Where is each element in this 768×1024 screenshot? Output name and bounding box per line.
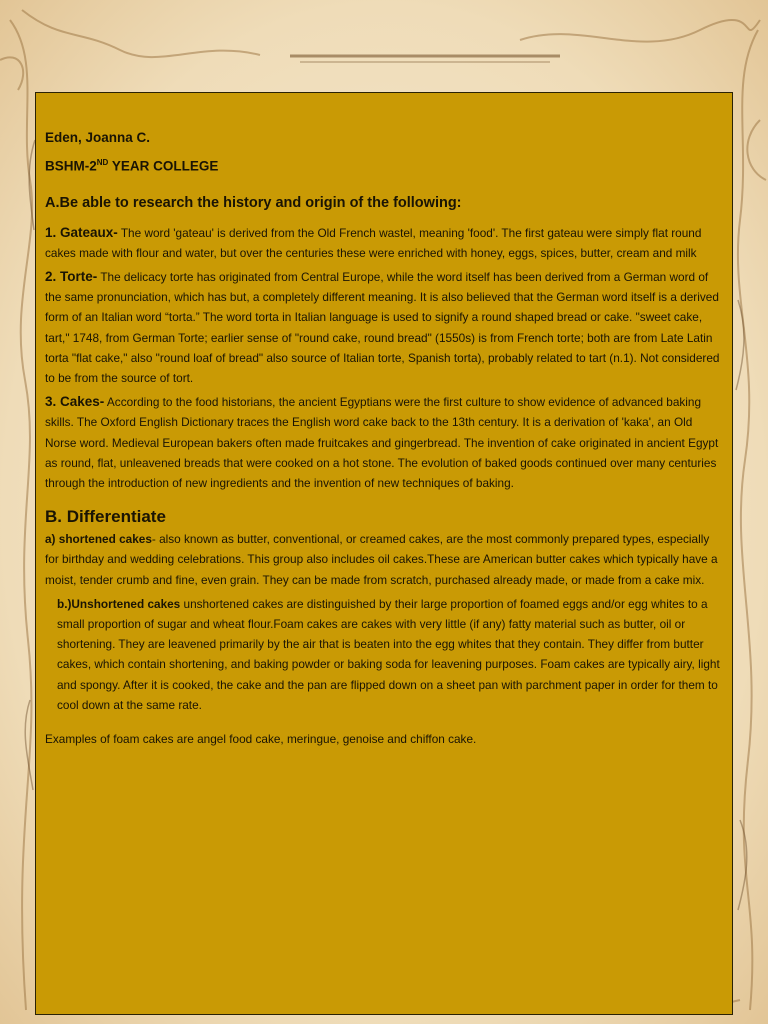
content-panel (35, 92, 733, 1015)
section-a-heading: A.Be able to research the history and origin of the following: (45, 194, 462, 211)
shortened-cakes-paragraph (45, 529, 722, 590)
gateaux-term: 1. Gateaux- (45, 224, 118, 240)
unshortened-cakes-paragraph (45, 594, 722, 715)
gateaux-paragraph (45, 223, 722, 263)
unshortened-cakes-term: b.)Unshortened cakes (57, 596, 181, 611)
torte-text: The delicacy torte has originated from Central Europe, while the word itself has been derived from a German word of the same pronunciation, which has but, a completely different meaning. It is also believed that the German word itself is a derived form of an Italian word “torta.” The word torta in Italian language is used to signify a round shaped bread or cake. "sweet cake, tart," 1748, from German Torte; earlier sense of "round cake, round bread" (1550s) is from French torte; both are from Late Latin torta "flat cake," also "round loaf of bread" also source of Italian torte, Spanish torta), probably related to tart (n.1). Not considered to be from the source of tort. (45, 269, 720, 385)
course-prefix: BSHM-2 (45, 158, 97, 174)
cakes-term: 3. Cakes- (45, 394, 105, 410)
course-line (45, 150, 722, 179)
gateaux-text: The word 'gateau' is derived from the Old French wastel, meaning 'food'. The first gateau were simply flat round cakes made with flour and water, but over the centuries these were enriched with honey, eggs, spices, butter, cream and milk (45, 225, 702, 260)
author-name: Eden, Joanna C. (45, 130, 151, 145)
shortened-cakes-text: - also known as butter, conventional, or creamed cakes, are the most commonly prepared types, especially for birthday and wedding celebrations. This group also includes oil cakes.These are American butter cakes which typically have a moist, tender crumb and fine, even grain. They can be made from scratch, purchased already made, or made from a cake mix. (45, 532, 718, 587)
cakes-paragraph (45, 392, 722, 493)
unshortened-cakes-text: unshortened cakes are distinguished by their large proportion of foamed eggs and/or egg whites to a small proportion of sugar and wheat flour.Foam cakes are cakes with very little (if any) fatty material such as butter, oil or shortening. They are leavened primarily by the air that is beaten into the egg whites that they contain. They differ from butter cakes, which contain shortening, and baking powder or baking soda for leavening purposes. Foam cakes are typically airy, light and spongy. After it is cooked, the cake and the pan are flipped down on a sheet pan with parchment paper in order for them to cool down at the same rate. (57, 596, 720, 712)
course-suffix: YEAR COLLEGE (108, 158, 219, 174)
section-b-heading: B. Differentiate (45, 507, 166, 527)
shortened-cakes-term: a) shortened cakes (45, 532, 152, 547)
course-superscript: ND (96, 158, 109, 167)
torte-term: 2. Torte- (45, 268, 98, 284)
examples-paragraph: Examples of foam cakes are angel food cake, meringue, genoise and chiffon cake. (45, 731, 477, 746)
cakes-text: According to the food historians, the ancient Egyptians were the first culture to show evidence of advanced baking skills. The Oxford English Dictionary traces the English word cake back to the 13th century. It is a derivation of 'kaka', an Old Norse word. Medieval European bakers often made fruitcakes and gingerbread. The invention of cake originated in ancient Egypt as round, flat, unleavened breads that were cooked on a hot stone. The evolution of baked goods continued over many centuries through the introduction of new ingredients and the invention of new techniques of baking. (45, 395, 719, 490)
torte-paragraph (45, 267, 722, 388)
